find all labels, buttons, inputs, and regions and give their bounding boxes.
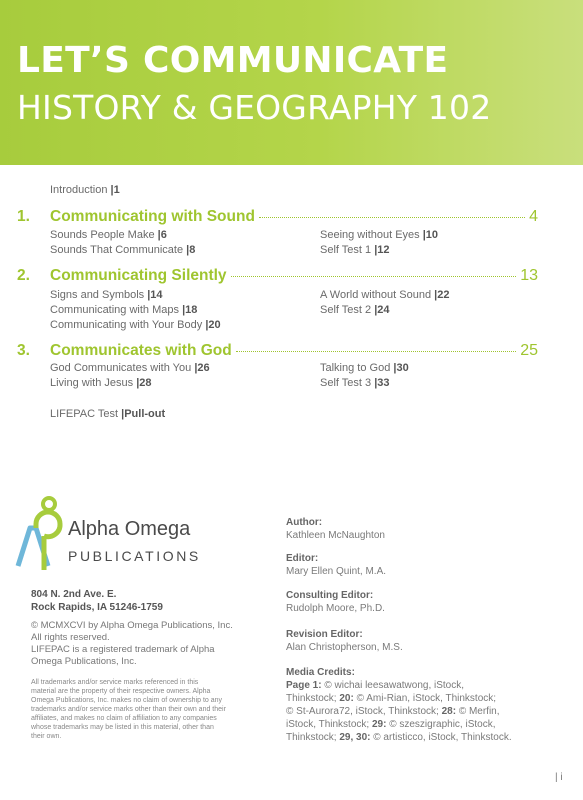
revision-editor-label: Revision Editor: xyxy=(286,629,363,640)
toc-item-label: Signs and Symbols xyxy=(50,289,145,301)
alpha-omega-logo-icon xyxy=(14,494,66,579)
toc-item[interactable] xyxy=(320,304,390,316)
media-credit-text: © Merfin, xyxy=(458,706,500,717)
toc-item-label: God Communicates with You xyxy=(50,362,192,374)
toc-lifepac-test[interactable] xyxy=(50,408,165,420)
trademark-line: their own. xyxy=(31,733,62,740)
toc-item-label: Sounds That Communicate xyxy=(50,244,184,256)
media-credit-text: © wichai leesawatwong, iStock, xyxy=(324,680,465,691)
consulting-editor-label: Consulting Editor: xyxy=(286,590,374,601)
toc-item-page: |8 xyxy=(186,244,196,256)
media-credit-text: © Ami-Rian, iStock, Thinkstock; xyxy=(356,693,497,704)
toc-item-label: Communicating with Maps xyxy=(50,304,179,316)
toc-test-page: |Pull-out xyxy=(121,408,166,420)
toc-intro[interactable] xyxy=(50,184,120,196)
unit-3-number: 3. xyxy=(17,342,30,359)
title-banner xyxy=(0,0,583,165)
media-credit-text: © St-Aurora72, iStock, Thinkstock; xyxy=(286,706,442,717)
toc-intro-label: Introduction xyxy=(50,184,108,196)
toc-item-label: Talking to God xyxy=(320,362,391,374)
media-credit-text: © artisticco, iStock, Thinkstock. xyxy=(373,732,512,743)
media-credit-ref: Page 1: xyxy=(286,680,325,691)
copyright-line: Omega Publications, Inc. xyxy=(31,656,137,667)
copyright-line: © MCMXCVI by Alpha Omega Publications, Inc. xyxy=(31,620,233,631)
toc-item-page: |20 xyxy=(205,319,221,331)
toc-item[interactable] xyxy=(50,362,210,374)
unit-3-heading[interactable] xyxy=(50,342,538,362)
media-credits-line xyxy=(286,732,512,743)
toc-item-page: |10 xyxy=(422,229,439,241)
toc-item[interactable] xyxy=(50,304,197,316)
media-credits-line xyxy=(286,706,500,717)
unit-2-title: Communicating Silently xyxy=(50,267,227,284)
toc-item[interactable] xyxy=(50,244,195,256)
toc-item[interactable] xyxy=(50,289,163,301)
toc-item-label: Self Test 3 xyxy=(320,377,372,389)
toc-test-label: LIFEPAC Test xyxy=(50,408,119,420)
trademark-line: Omega Publications, Inc. makes no claim of ownership to any xyxy=(31,697,223,704)
toc-item-page: |14 xyxy=(147,289,163,301)
media-credit-text: iStock, Thinkstock; xyxy=(286,719,372,730)
unit-1-number: 1. xyxy=(17,208,30,225)
unit-3-title: Communicates with God xyxy=(50,342,232,359)
toc-item-page: |6 xyxy=(157,229,167,241)
dot-leader xyxy=(259,217,525,218)
toc-item[interactable] xyxy=(320,244,390,256)
toc-item[interactable] xyxy=(50,319,221,331)
toc-item[interactable] xyxy=(320,362,409,374)
publisher-subname: PUBLICATIONS xyxy=(68,548,201,564)
toc-item-label: Seeing without Eyes xyxy=(320,229,420,241)
dot-leader xyxy=(231,276,517,277)
toc-item-label: Living with Jesus xyxy=(50,377,134,389)
author-label: Author: xyxy=(286,517,323,528)
media-credit-ref: 28: xyxy=(441,706,459,717)
toc-intro-page: |1 xyxy=(110,184,120,196)
address-line: 804 N. 2nd Ave. E. xyxy=(31,589,117,600)
media-credits-line xyxy=(286,719,496,730)
toc-item-label: Sounds People Make xyxy=(50,229,155,241)
trademark-line: trademarks and/or service marks other than their own and their xyxy=(31,706,226,713)
toc-item[interactable] xyxy=(50,377,152,389)
toc-item[interactable] xyxy=(320,229,438,241)
unit-1-heading[interactable] xyxy=(50,208,538,228)
trademark-line: whose trademarks may be listed in this material, other than xyxy=(31,724,214,731)
consulting-editor-name: Rudolph Moore, Ph.D. xyxy=(286,603,385,614)
toc-item-page: |30 xyxy=(393,362,409,374)
unit-3-page: 25 xyxy=(520,342,538,359)
unit-2-number: 2. xyxy=(17,267,30,284)
toc-item-label: A World without Sound xyxy=(320,289,432,301)
publisher-name: Alpha Omega xyxy=(68,518,191,540)
media-credits-label: Media Credits: xyxy=(286,667,355,678)
media-credit-ref: 20: xyxy=(339,693,357,704)
toc-item-page: |26 xyxy=(194,362,210,374)
editor-label: Editor: xyxy=(286,553,319,564)
media-credit-ref: 29, 30: xyxy=(339,732,374,743)
trademark-line: affiliates, and makes no claim of affiliation to any companies xyxy=(31,715,217,722)
media-credits-line xyxy=(286,680,464,691)
address-line: Rock Rapids, IA 51246-1759 xyxy=(31,602,163,613)
page-subtitle: HISTORY & GEOGRAPHY 102 xyxy=(17,88,492,127)
copyright-line: LIFEPAC is a registered trademark of Alpha xyxy=(31,644,215,655)
media-credit-text: Thinkstock; xyxy=(286,732,340,743)
unit-1-page: 4 xyxy=(529,208,538,225)
copyright-line: All rights reserved. xyxy=(31,632,110,643)
toc-item-label: Self Test 1 xyxy=(320,244,372,256)
page-number: | i xyxy=(555,772,563,783)
dot-leader xyxy=(236,351,516,352)
media-credit-text: Thinkstock; xyxy=(286,693,340,704)
author-name: Kathleen McNaughton xyxy=(286,530,385,541)
page-title: LET’S COMMUNICATE xyxy=(17,40,449,81)
toc-item-page: |12 xyxy=(374,244,390,256)
toc-item[interactable] xyxy=(320,377,390,389)
unit-1-title: Communicating with Sound xyxy=(50,208,255,225)
toc-item-label: Self Test 2 xyxy=(320,304,372,316)
toc-item[interactable] xyxy=(50,229,167,241)
unit-2-heading[interactable] xyxy=(50,267,538,287)
toc-item[interactable] xyxy=(320,289,449,301)
media-credits-line xyxy=(286,693,496,704)
revision-editor-name: Alan Christopherson, M.S. xyxy=(286,642,403,653)
unit-2-page: 13 xyxy=(520,267,538,284)
toc-item-page: |24 xyxy=(374,304,390,316)
toc-item-page: |22 xyxy=(434,289,450,301)
toc-item-page: |33 xyxy=(374,377,390,389)
editor-name: Mary Ellen Quint, M.A. xyxy=(286,566,387,577)
media-credit-text: © szeszigraphic, iStock, xyxy=(389,719,496,730)
toc-item-page: |28 xyxy=(136,377,152,389)
toc-item-label: Communicating with Your Body xyxy=(50,319,203,331)
trademark-line: material are the property of their respective owners. Alpha xyxy=(31,688,211,695)
media-credit-ref: 29: xyxy=(371,719,390,730)
toc-item-page: |18 xyxy=(182,304,198,316)
trademark-line: All trademarks and/or service marks referenced in this xyxy=(31,679,199,686)
